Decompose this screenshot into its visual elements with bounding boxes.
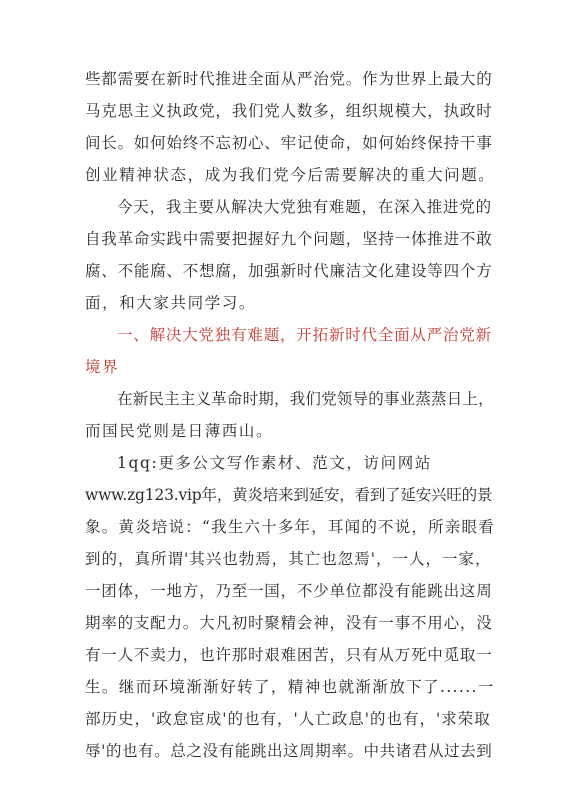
body-text-line: 些都需要在新时代推进全面从严治党。作为世界上最大的: [85, 70, 493, 88]
body-text-line: 生。继而环境渐渐好转了，精神也就渐渐放下了......一: [85, 678, 495, 696]
paragraph-first-line: 在新民主主义革命时期，我们党领导的事业蒸蒸日上，: [117, 390, 494, 408]
paragraph-first-line: 1qq:更多公文写作素材、范文，访问网站: [117, 454, 432, 472]
body-text-line: 象。黄炎培说：“我生六十多年，耳闻的不说，所亲眼看: [85, 518, 495, 536]
body-text-line: 面，和大家共同学习。: [85, 294, 257, 312]
section-heading: 一、解决大党独有难题，开拓新时代全面从严治党新: [117, 326, 492, 344]
body-text-line: 创业精神状态，成为我们党今后需要解决的重大问题。: [85, 166, 496, 184]
body-text-line: 而国民党则是日薄西山。: [85, 422, 274, 440]
body-text-line: 马克思主义执政党，我们党人数多，组织规模大，执政时: [85, 102, 493, 120]
body-text-line: 部历史，'政怠宦成'的也有，'人亡政息'的也有，'求荣取: [85, 710, 491, 728]
section-heading-continued: 境界: [85, 358, 120, 376]
body-text-line: 腐、不能腐、不想腐，加强新时代廉洁文化建设等四个方: [85, 262, 493, 280]
body-text-line: 到的，真所谓'其兴也勃焉，其亡也忽焉'，一人，一家，: [85, 550, 492, 568]
body-text-line: 一团体，一地方，乃至一国，不少单位都没有能跳出这周: [85, 582, 493, 600]
body-text-line: www.zg123.vip年，黄炎培来到延安，看到了延安兴旺的景: [85, 486, 493, 504]
body-text-line: 自我革命实践中需要把握好九个问题，坚持一体推进不敢: [85, 230, 493, 248]
body-text-line: 辱'的也有。总之没有能跳出这周期率。中共诸君从过去到: [85, 742, 493, 760]
body-text-line: 有一人不卖力，也许那时艰难困苦，只有从万死中觅取一: [85, 646, 493, 664]
paragraph-first-line: 今天，我主要从解决大党独有难题，在深入推进党的: [117, 198, 492, 216]
body-text-line: 期率的支配力。大凡初时聚精会神，没有一事不用心，没: [85, 614, 493, 632]
body-text-line: 间长。如何始终不忘初心、牢记使命，如何始终保持干事: [85, 134, 493, 152]
